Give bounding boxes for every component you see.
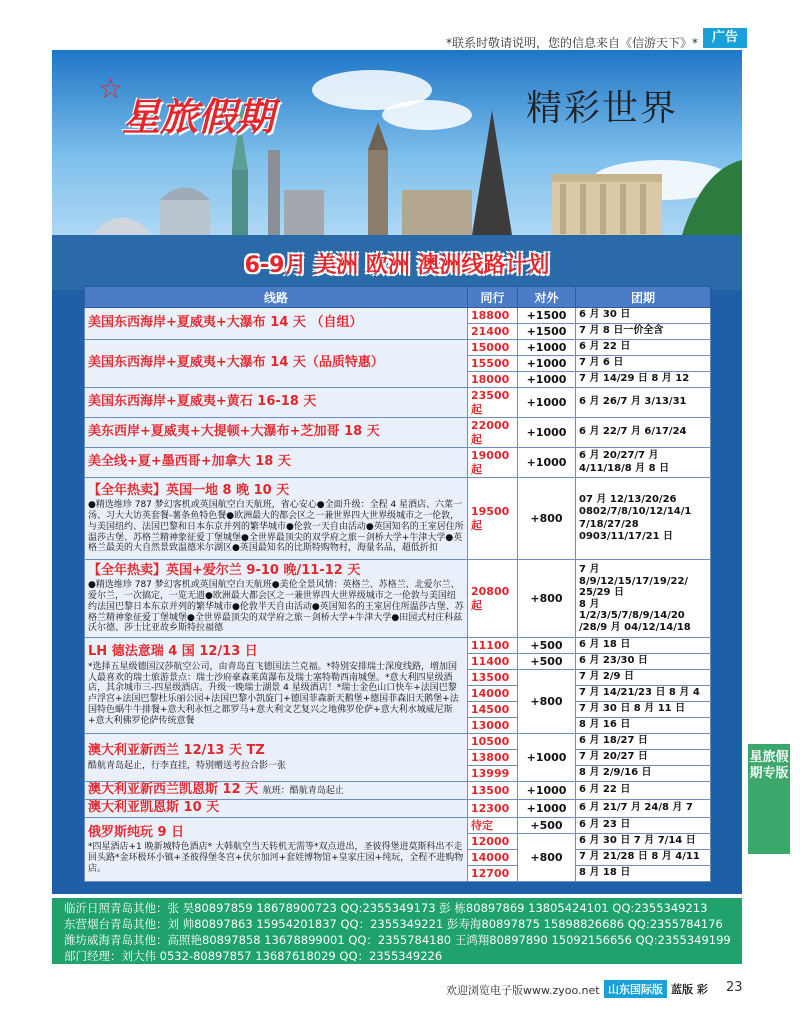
table-row <box>85 418 711 448</box>
col-header-public: 对外 <box>518 287 576 308</box>
public-markup: +1500 <box>518 308 576 324</box>
tour-dates: 6 月 23 日 <box>576 818 711 834</box>
public-markup: +1000 <box>518 800 576 818</box>
public-markup: +500 <box>518 818 576 834</box>
public-markup: +500 <box>518 654 576 670</box>
table-row <box>85 388 711 418</box>
tour-dates: 7 月 30 日 8 月 11 日 <box>576 702 711 718</box>
edition-badge: 山东国际版 <box>604 980 667 998</box>
hero-title: 精彩世界 <box>526 88 679 129</box>
trade-price: 15000 <box>468 340 518 356</box>
route-name: 俄罗斯纯玩 9 日 <box>88 824 185 840</box>
trade-price: 23500 起 <box>468 388 518 418</box>
tour-dates: 7 月 14/29 日 8 月 12 <box>576 372 711 388</box>
route-name: 澳大利亚凯恩斯 10 天 <box>85 800 468 818</box>
route-detail: *四星酒店+1 晚新城特色酒店* 大韩航空当天转机无需等*双点进出，圣彼得堡进莫斯科出不走回头路*金环极环小镇+圣彼得堡冬宫+伏尔加河+套娃博物馆+皇家庄园+纯玩，全程不进购物店。 <box>88 841 464 874</box>
footer-website-text: 欢迎浏览电子版www.zyoo.net <box>446 984 600 997</box>
col-header-trade: 同行 <box>468 287 518 308</box>
trade-price: 14000 <box>468 850 518 866</box>
trade-price: 14500 <box>468 702 518 718</box>
public-markup: +1000 <box>518 340 576 356</box>
trade-price: 13800 <box>468 750 518 766</box>
route-detail: ●精选维珍 787 梦幻客机或英国航空白天航班●美伦全景风情：英格兰、苏格兰、北爱尔兰、爱尔兰，一次搞定，一览无遗●欧洲最大都会区之一兼世界四大世界级城市之一伦敦与美国纽约法国巴黎日本东京并列的繁华城市●伦敦半天自由活动●英国知名的王室居住所温莎古堡、苏格兰精神象征爱丁堡城堡●全世界最顶尖的双学府之旅－剑桥大学+牛津大学●田园式村庄科兹沃尔德、莎士比亚故乡斯特拉福德 <box>88 580 464 634</box>
public-markup: +800 <box>518 478 576 560</box>
tour-dates: 6 月 22 日 <box>576 340 711 356</box>
contact-line: 东营烟台青岛其他：刘 帅80897863 15954201837 QQ：2355349221 彭寿海80897875 15898826686 QQ:2355784176 <box>64 917 723 931</box>
tour-dates: 7 月 14/21/23 日 8 月 4 <box>576 686 711 702</box>
trade-price: 15500 <box>468 356 518 372</box>
tour-dates: 6 月 30 日 7 月 7/14 日 <box>576 834 711 850</box>
brand-logo: 星旅假期 <box>122 95 275 139</box>
public-markup: +800 <box>518 560 576 638</box>
trade-price: 14000 <box>468 686 518 702</box>
hero-banner <box>52 50 742 290</box>
public-markup: +1500 <box>518 324 576 340</box>
trade-price: 13500 <box>468 670 518 686</box>
trade-price: 22000 起 <box>468 418 518 448</box>
route-name: 澳大利亚新西兰凯恩斯 12 天 <box>88 782 259 798</box>
trade-price: 10500 <box>468 734 518 750</box>
trade-price: 13999 <box>468 766 518 782</box>
public-markup: +800 <box>518 834 576 882</box>
date-line: 8 月 <box>579 598 600 610</box>
table-row <box>85 800 711 818</box>
col-header-dates: 团期 <box>576 287 711 308</box>
tour-dates: 6 月 23/30 日 <box>576 654 711 670</box>
col-header-route: 线路 <box>85 287 468 308</box>
route-detail: *选择五星级德国汉莎航空公司，由青岛直飞德国法兰克福。*特别安排瑞士深度线路，增加国人最喜欢的瑞士旅游景点：瑞士沙府豪森莱茵瀑布及瑞士塞特勒西南城堡。*意大利四星级酒店，其余城市三-四星级酒店。升级一晚瑞士湖景 4 星级酒店！*瑞士金色山口快车+法国巴黎卢浮宫+法国巴黎杜乐丽公园+法国巴黎小凯旋门+德国菲森新天鹅堡+德国菲森旧天鹅堡+法国特色蜗牛牛排餐+意大利永恒之都罗马+意大利文艺复兴之地佛罗伦萨+意大利水城威尼斯+意大利佛罗伦萨传统意餐 <box>88 661 459 726</box>
route-name: 美全线+夏+墨西哥+加拿大 18 天 <box>85 448 468 478</box>
tour-dates: 6 月 18 日 <box>576 638 711 654</box>
table-row <box>85 734 711 750</box>
date-line: 0903/11/17/21 日 <box>579 531 674 542</box>
hero-subtitle: 6-9月 美洲 欧洲 澳洲线路计划 <box>244 253 550 278</box>
public-markup: +500 <box>518 638 576 654</box>
tour-dates: 6 月 30 日 <box>576 308 711 324</box>
date-line: 7 月 <box>579 564 600 575</box>
table-row <box>85 478 711 560</box>
date-line: 4/11/18/8 月 8 日 <box>579 462 670 474</box>
trade-price: 13000 <box>468 718 518 734</box>
trade-price: 18000 <box>468 372 518 388</box>
route-name: 【全年热卖】英国+爱尔兰 9-10 晚/11-12 天 <box>88 562 361 578</box>
edition-label: 蓝版 彩 <box>671 983 708 996</box>
source-note: *联系时敬请说明，您的信息来自《信游天下》* <box>445 36 698 50</box>
trade-price: 20800 起 <box>468 560 518 638</box>
tour-dates <box>576 560 711 638</box>
public-markup: +1000 <box>518 356 576 372</box>
route-name: 美国东西海岸+夏威夷+大瀑布 14 天（品质特惠） <box>85 340 468 388</box>
route-detail: 酷航青岛起止，行李直挂，特别赠送考拉合影一张 <box>88 760 287 771</box>
tour-dates: 6 月 22 日 <box>576 782 711 800</box>
route-name: 美国东西海岸+夏威夷+黄石 16-18 天 <box>85 388 468 418</box>
trade-price: 21400 <box>468 324 518 340</box>
date-line: /28/9 月 04/12/14/18 <box>579 621 691 633</box>
date-line: 07 月 12/13/20/26 <box>579 493 677 505</box>
public-markup: +1000 <box>518 782 576 800</box>
contacts-panel <box>52 898 742 964</box>
table-row <box>85 818 711 834</box>
tour-dates: 7 月 8 日一价全含 <box>576 324 711 340</box>
public-markup: +1000 <box>518 448 576 478</box>
poster <box>52 50 742 894</box>
tour-dates: 7 月 20/27 日 <box>576 750 711 766</box>
date-line: 6 月 20/27/7 月 <box>579 450 659 461</box>
tour-dates: 7 月 6 日 <box>576 356 711 372</box>
table-row <box>85 560 711 638</box>
date-line: 8/9/12/15/17/19/22/ <box>579 575 689 587</box>
tour-dates: 8 月 16 日 <box>576 718 711 734</box>
tour-dates: 8 月 18 日 <box>576 866 711 882</box>
route-cell <box>85 734 468 782</box>
trade-price: 11400 <box>468 654 518 670</box>
route-cell <box>85 478 468 560</box>
route-table-wrap <box>84 286 710 882</box>
public-markup: +1000 <box>518 372 576 388</box>
table-row <box>85 340 711 356</box>
route-name: LH 德法意瑞 4 国 12/13 日 <box>88 644 258 660</box>
route-name: 【全年热卖】英国一地 8 晚 10 天 <box>88 482 290 498</box>
date-line: 1/2/3/5/7/8/9/14/20 <box>579 610 685 621</box>
public-markup: +800 <box>518 670 576 734</box>
tour-dates: 8 月 2/9/16 日 <box>576 766 711 782</box>
trade-price: 19000 起 <box>468 448 518 478</box>
contact-line: 潍坊威海青岛其他：高照艳80897858 13678899001 QQ：2355784180 王鸿翔80897890 15092156656 QQ:2355349199 <box>64 933 731 947</box>
route-name: 澳大利亚新西兰 12/13 天 TZ <box>88 743 265 759</box>
star-icon: ☆ <box>98 72 124 105</box>
date-line: 0802/7/8/10/12/14/1 <box>579 506 692 517</box>
tour-dates: 6 月 21/7 月 24/8 月 7 <box>576 800 711 818</box>
contact-line: 临沂日照青岛其他：张 昊80897859 18678900723 QQ:2355349173 彭 栋80897869 13805424101 QQ:2355349213 <box>64 901 708 915</box>
section-sidebar-tab: 星旅假期专版 <box>748 744 790 854</box>
trade-price: 13500 <box>468 782 518 800</box>
ad-tag: 广告 <box>703 28 747 48</box>
route-cell <box>85 782 468 800</box>
trade-price: 11100 <box>468 638 518 654</box>
table-row <box>85 308 711 324</box>
tour-dates <box>576 478 711 560</box>
route-cell <box>85 638 468 734</box>
tour-dates <box>576 448 711 478</box>
table-row <box>85 448 711 478</box>
tour-dates: 6 月 22/7 月 6/17/24 <box>576 418 711 448</box>
page-number: 23 <box>726 980 743 995</box>
tour-dates: 7 月 2/9 日 <box>576 670 711 686</box>
route-name: 美东西岸+夏威夷+大提顿+大瀑布+芝加哥 18 天 <box>85 418 468 448</box>
tour-dates: 6 月 18/27 日 <box>576 734 711 750</box>
route-note: 航班：酷航青岛起止 <box>262 786 344 797</box>
table-row <box>85 782 711 800</box>
trade-price: 19500 起 <box>468 478 518 560</box>
route-name: 美国东西海岸+夏威夷+大瀑布 14 天 （自组） <box>85 308 468 340</box>
tour-dates: 7 月 21/28 日 8 月 4/11 <box>576 850 711 866</box>
date-line: 25/29 日 <box>579 587 624 598</box>
public-markup: +1000 <box>518 418 576 448</box>
route-table <box>84 286 711 882</box>
public-markup: +1000 <box>518 734 576 782</box>
footer <box>0 980 800 998</box>
contact-line: 部门经理：刘大伟 0532-80897857 13687618029 QQ：2355349226 <box>64 949 443 963</box>
public-markup: +1000 <box>518 388 576 418</box>
trade-price: 18800 <box>468 308 518 324</box>
trade-price: 12000 <box>468 834 518 850</box>
route-detail: ●精选维珍 787 梦幻客机或英国航空白天航班，省心安心●全面升级：全程 4 星酒店、六菜一汤、习大大访英套餐-薯条鱼特色餐●欧洲最大的都会区之一兼世界四大世界级城市之一伦敦，与美国纽约、法国巴黎和日本东京并列的繁华城市●伦敦一天自由活动●英国知名的王室居住所温莎古堡、苏格兰精神象征爱丁堡城堡●全世界最顶尖的双学府之旅－剑桥大学+牛津大学●英格兰最美的大自然景致温德米尔湖区●英国最知名的比斯特购物村，海量名品，超低折扣 <box>88 500 464 554</box>
trade-price: 12700 <box>468 866 518 882</box>
trade-price: 待定 <box>468 818 518 834</box>
table-row <box>85 638 711 654</box>
tour-dates: 6 月 26/7 月 3/13/31 <box>576 388 711 418</box>
trade-price: 12300 <box>468 800 518 818</box>
date-line: 7/18/27/28 <box>579 518 639 530</box>
route-cell <box>85 560 468 638</box>
route-cell <box>85 818 468 882</box>
